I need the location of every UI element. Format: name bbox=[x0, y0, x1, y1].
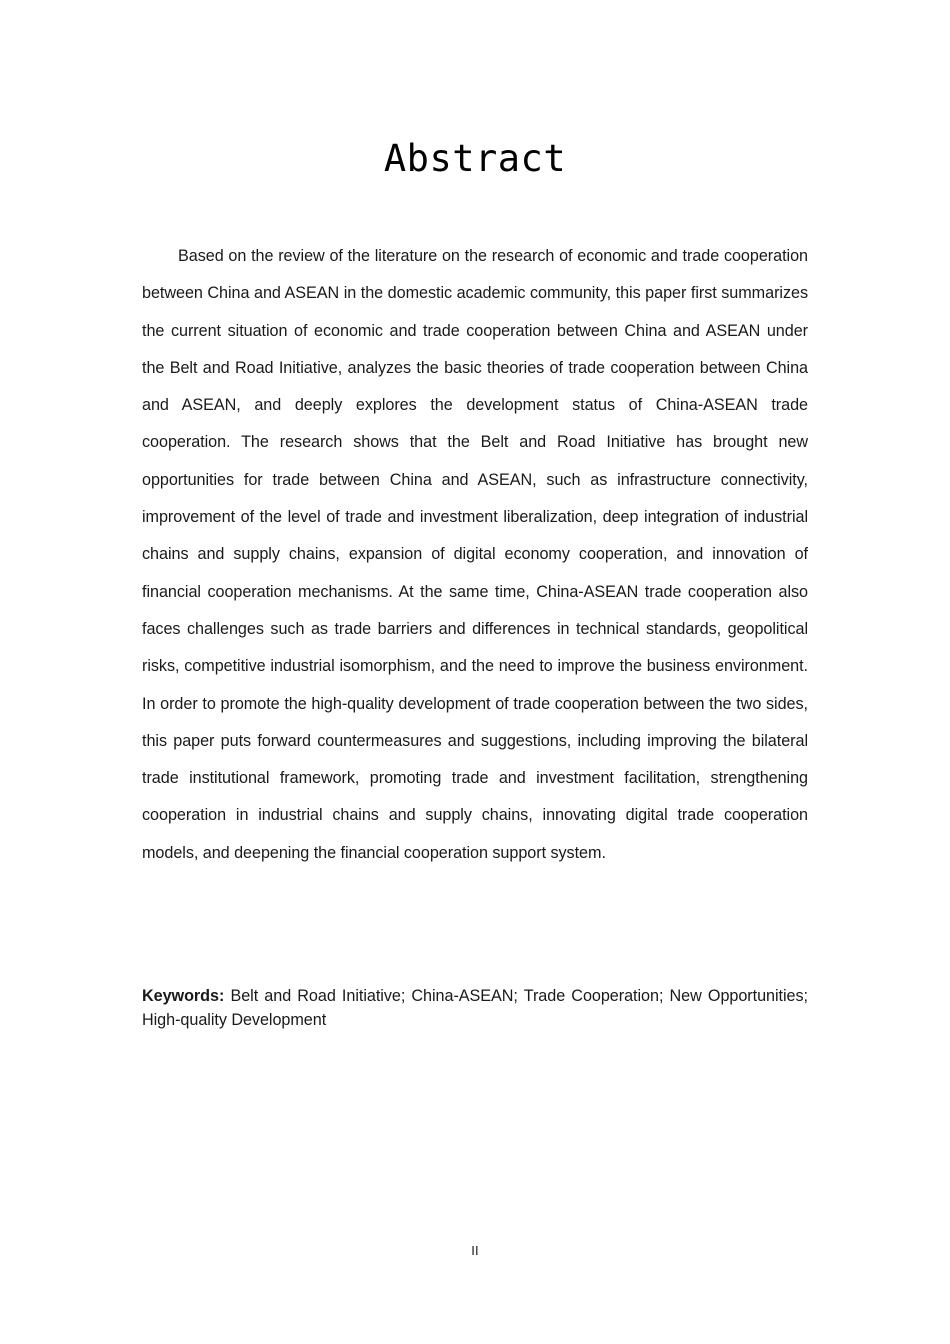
keywords-values: Belt and Road Initiative; China-ASEAN; Trade Cooperation; New Opportunities; High-quality Development bbox=[142, 987, 808, 1029]
page-title: Abstract bbox=[383, 136, 567, 180]
keywords-label: Keywords: bbox=[142, 987, 225, 1005]
abstract-paragraph: Based on the review of the literature on the research of economic and trade cooperation between China and ASEAN in the domestic academic community, this paper first summarizes the current situation of economic and trade cooperation between China and ASEAN under the Belt and Road Initiative, analyzes the basic theories of trade cooperation between China and ASEAN, and deeply explores the development status of China-ASEAN trade cooperation. The research shows that the Belt and Road Initiative has brought new opportunities for trade between China and ASEAN, such as infrastructure connectivity, improvement of the level of trade and investment liberalization, deep integration of industrial chains and supply chains, expansion of digital economy cooperation, and innovation of financial cooperation mechanisms. At the same time, China-ASEAN trade cooperation also faces challenges such as trade barriers and differences in technical standards, geopolitical risks, competitive industrial isomorphism, and the need to improve the business environment. In order to promote the high-quality development of trade cooperation between the two sides, this paper puts forward countermeasures and suggestions, including improving the bilateral trade institutional framework, promoting trade and investment facilitation, strengthening cooperation in industrial chains and supply chains, innovating digital trade cooperation models, and deepening the financial cooperation support system. bbox=[142, 247, 808, 862]
page-number: II bbox=[471, 1243, 479, 1258]
keywords-section bbox=[142, 985, 808, 1032]
abstract-body bbox=[142, 238, 808, 872]
